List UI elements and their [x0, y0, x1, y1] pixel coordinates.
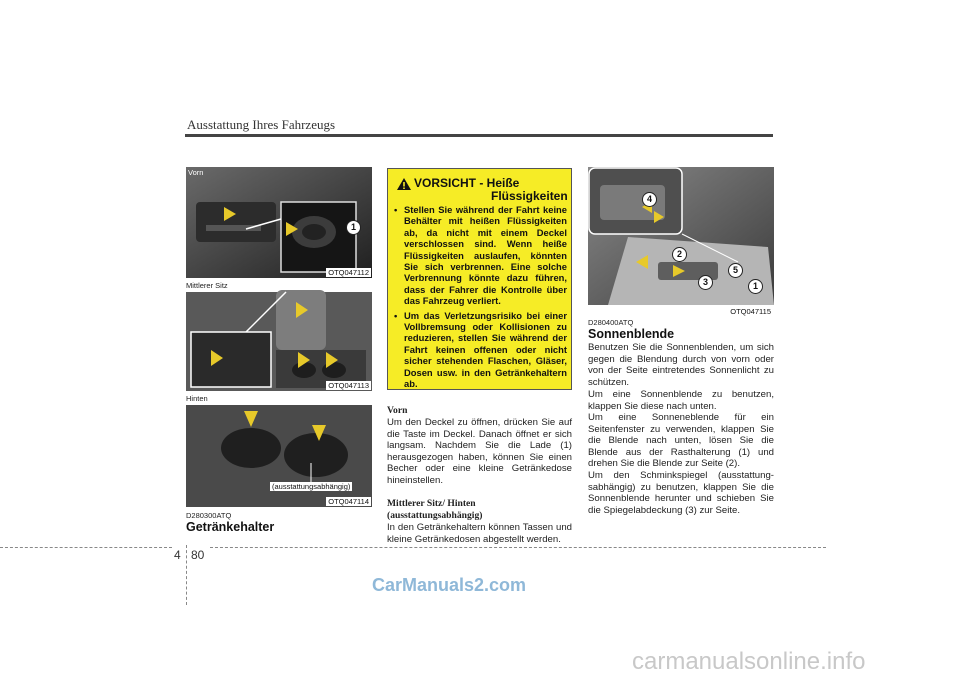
watermark-carmanualsonline[interactable]: carmanualsonline.info	[632, 648, 866, 675]
photo-middle-label: Mittlerer Sitz	[186, 281, 228, 290]
photo-front-label: Vorn	[188, 168, 204, 177]
photo-rear-cupholder	[186, 393, 372, 507]
photo-middle-illustration	[186, 280, 372, 391]
rear-subhead-line1: Mittlerer Sitz/ Hinten	[387, 498, 476, 509]
visor-paragraph-4: Um den Schminkspiegel (ausstattung- sabhängig) zu benutzen, klappen Sie die Sonnenblende herunter und schieben Sie die Spiegelabdeckung (3) zur Seite.	[588, 470, 774, 516]
cupholder-title: Getränkehalter	[186, 520, 275, 534]
front-subhead: Vorn	[387, 405, 408, 416]
header-rule	[185, 134, 773, 137]
footer-divider	[186, 545, 187, 605]
warning-icon	[397, 177, 411, 195]
photo-sun-visor	[588, 167, 774, 317]
warning-title-line2: Flüssigkeiten	[491, 189, 568, 203]
photo-visor-illustration	[588, 167, 774, 317]
callout-1-front: 1	[346, 220, 361, 235]
visor-callout-2: 2	[672, 247, 687, 262]
visor-paragraph-2: Um eine Sonnenblende zu benutzen, klappen Sie diese nach unten.	[588, 389, 774, 412]
cupholder-code: D280300ATQ	[186, 511, 232, 520]
warning-box	[387, 168, 572, 390]
photo-front-illustration	[186, 167, 372, 278]
warning-item-1: • Stellen Sie während der Fahrt keine Behälter mit heißen Flüssigkeiten ab, da nicht mit einem Deckel verschlossen sind. Wenn heiße Flüssigkeiten auslaufen, könnten Sie sich verbrennen. Eine solche Verbrennung könnte dazu führen, dass der Fahrer die Kontrolle über das Fahrzeug verliert.	[392, 204, 567, 307]
photo-rear-label: Hinten	[186, 394, 208, 403]
photo-middle-code: OTQ047113	[328, 381, 369, 390]
warning-title-line1: VORSICHT - Heiße	[414, 176, 520, 190]
photo-front-code: OTQ047112	[328, 268, 369, 277]
visor-callout-4: 4	[642, 192, 657, 207]
visor-code: D280400ATQ	[588, 318, 634, 327]
page-number: 80	[191, 548, 205, 562]
warning-item-2: • Um das Verletzungsrisiko bei einer Vollbremsung oder Kollisionen zu reduzieren, stellen Sie während der Fahrt keinen offenen oder nicht sicher stehenden Flaschen, Gläser, Dosen usw. in den Getränkehaltern ab.	[392, 310, 567, 390]
photo-front-cupholder	[186, 167, 372, 278]
chapter-number: 4	[174, 548, 181, 562]
rear-subhead-line2: (ausstattungsabhängig)	[387, 510, 483, 521]
visor-callout-5: 5	[728, 263, 743, 278]
footer-rule-right	[210, 547, 826, 548]
rear-text: In den Getränkehaltern können Tassen und kleine Getränkedosen abgestellt werden.	[387, 522, 572, 545]
visor-callout-3: 3	[698, 275, 713, 290]
photo-rear-note: (ausstattungsabhängig)	[272, 482, 351, 491]
page-header-title: Ausstattung Ihres Fahrzeugs	[187, 117, 336, 132]
photo-visor-code: OTQ047115	[730, 307, 771, 316]
visor-title: Sonnenblende	[588, 327, 675, 341]
visor-paragraph-1: Benutzen Sie die Sonnenblenden, um sich gegen die Blendung durch von vorn oder von der Seite eintretendes Sonnenlicht zu schützen.	[588, 342, 774, 388]
front-text: Um den Deckel zu öffnen, drücken Sie auf die Taste im Deckel. Danach öffnet er sich langsam. Nachdem Sie die Lade (1) herausgezogen haben, können Sie einen Becher oder eine kleine Getränkedose hineinstellen.	[387, 417, 572, 486]
visor-paragraph-3: Um eine Sonneneblende für ein Seitenfenster zu verwenden, klappen Sie die Blende nach unten, lösen Sie die Blende aus der Rasthalterung (1) und drehen Sie die Blende zur Seite (2).	[588, 412, 774, 470]
warning-list	[392, 204, 567, 393]
photo-middle-cupholder	[186, 280, 372, 391]
visor-callout-1: 1	[748, 279, 763, 294]
watermark-carmanuals2[interactable]: CarManuals2.com	[372, 575, 527, 595]
footer-rule-left	[0, 547, 172, 548]
photo-rear-code: OTQ047114	[328, 497, 369, 506]
